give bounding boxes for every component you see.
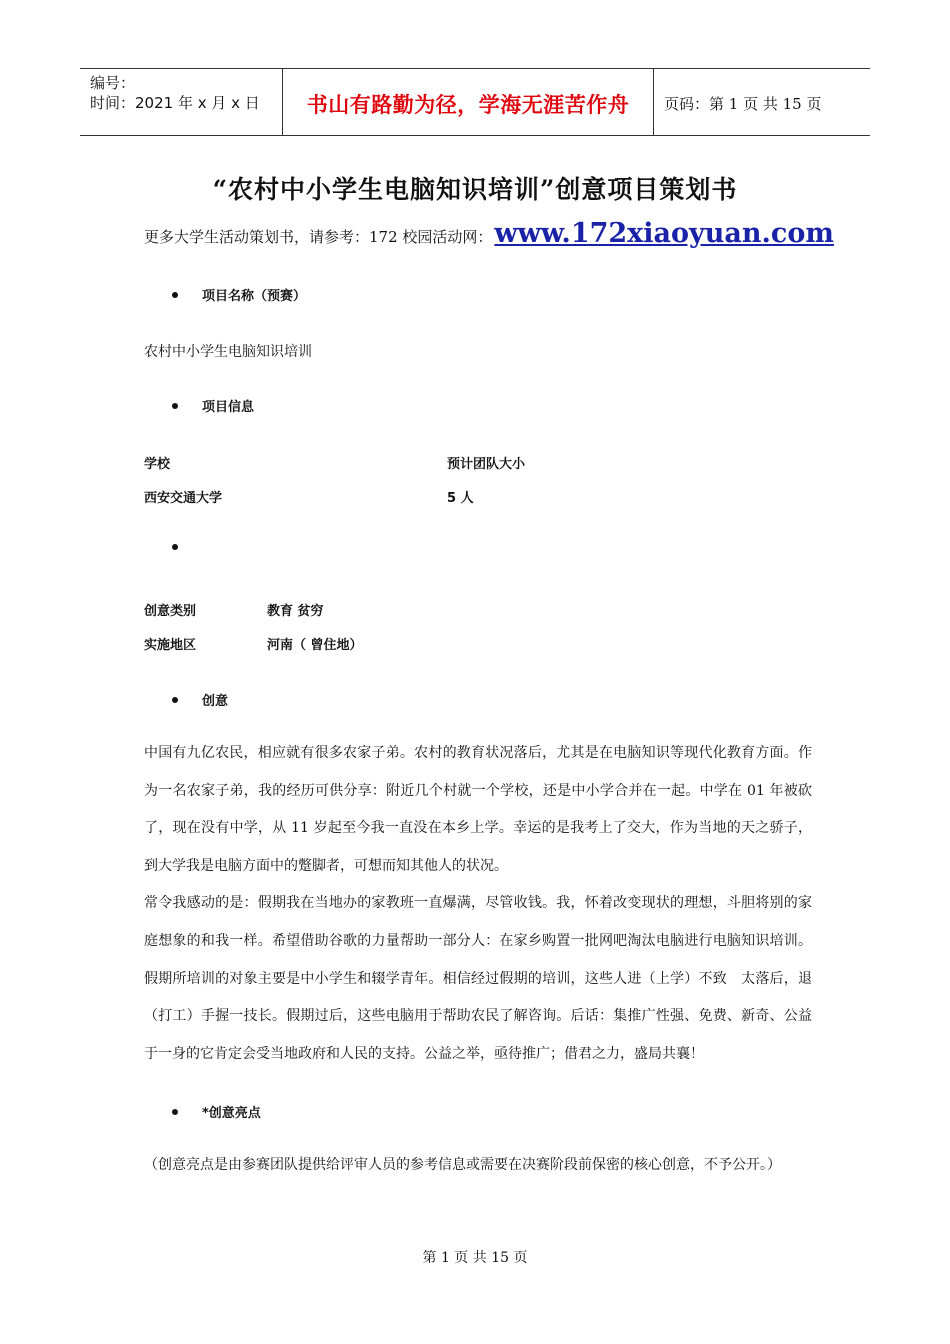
project-info-heading: 项目信息 bbox=[202, 400, 255, 415]
header-motto: 书山有路勤为径，学海无涯苦作舟 bbox=[282, 69, 654, 135]
more-info-text: 更多大学生活动策划书，请参考：172 校园活动网： bbox=[144, 228, 493, 246]
more-info-line bbox=[144, 218, 834, 249]
page-header bbox=[80, 68, 870, 136]
project-name-heading: 项目名称（预赛） bbox=[202, 289, 307, 304]
school-label: 学校 bbox=[144, 457, 171, 472]
number-label: 编号： bbox=[90, 74, 136, 92]
category-label: 创意类别 bbox=[144, 604, 197, 619]
bullet-dot-icon bbox=[172, 403, 178, 409]
bullet-dot-icon bbox=[172, 292, 178, 298]
page-footer: 第 1 页 共 15 页 bbox=[422, 1250, 528, 1266]
bullet-dot-icon bbox=[172, 544, 178, 550]
bullet-dot-icon bbox=[172, 697, 178, 703]
bullet-project-info bbox=[172, 396, 254, 415]
header-meta bbox=[80, 69, 282, 135]
idea-paragraph-1: 中国有九亿农民，相应就有很多农家子弟。农村的教育状况落后，尤其是在电脑知识等现代化教育方面。作为一名农家子弟，我的经历可供分享：附近几个村就一个学校，还是中小学合并在一起。中学在 01 年被砍了，现在没有中学，从 11 岁起至今我一直没在本乡上学。幸运的是我考上了交大，作为当地的天之骄子，到大学我是电脑方面中的蹩脚者，可想而知其他人的状况。 bbox=[144, 745, 812, 874]
school-value: 西安交通大学 bbox=[144, 491, 223, 506]
idea-paragraph-2: 常令我感动的是：假期我在当地办的家教班一直爆满，尽管收钱。我，怀着改变现状的理想，斗胆将别的家庭想象的和我一样。希望借助谷歌的力量帮助一部分人：在家乡购置一批网吧淘汰电脑进行电脑知识培训。假期所培训的对象主要是中小学生和辍学青年。相信经过假期的培训，这些人进（上学）不致 太落后，退（打工）手握一技长。假期过后，这些电脑用于帮助农民了解咨询。后话：集推广性强、免费、新奇、公益于一身的它肯定会受当地政府和人民的支持。公益之举，亟待推广；借君之力，盛局共襄！ bbox=[144, 895, 812, 1062]
highlight-text: （创意亮点是由参赛团队提供给评审人员的参考信息或需要在决赛阶段前保密的核心创意，不予公开。） bbox=[144, 1157, 781, 1173]
website-link[interactable]: www.172xiaoyuan.com bbox=[494, 218, 834, 249]
bullet-dot-icon bbox=[172, 1109, 178, 1115]
region-value: 河南（ 曾住地） bbox=[267, 638, 363, 653]
category-value: 教育 贫穷 bbox=[267, 604, 324, 619]
document-title: “农村中小学生电脑知识培训”创意项目策划书 bbox=[212, 175, 738, 204]
team-label: 预计团队大小 bbox=[447, 457, 526, 472]
bullet-highlight bbox=[172, 1102, 261, 1121]
idea-heading: 创意 bbox=[202, 694, 229, 709]
header-page-info: 页码：第 1 页 共 15 页 bbox=[664, 94, 822, 113]
bullet-project-name bbox=[172, 285, 306, 304]
date-label: 时间：2021 年 x 月 x 日 bbox=[90, 94, 260, 112]
highlight-heading: *创意亮点 bbox=[202, 1106, 261, 1121]
idea-body bbox=[144, 735, 812, 1073]
project-name: 农村中小学生电脑知识培训 bbox=[144, 344, 312, 360]
bullet-empty bbox=[172, 544, 202, 550]
region-label: 实施地区 bbox=[144, 638, 197, 653]
bullet-idea bbox=[172, 690, 228, 709]
team-value: 5 人 bbox=[447, 491, 474, 506]
